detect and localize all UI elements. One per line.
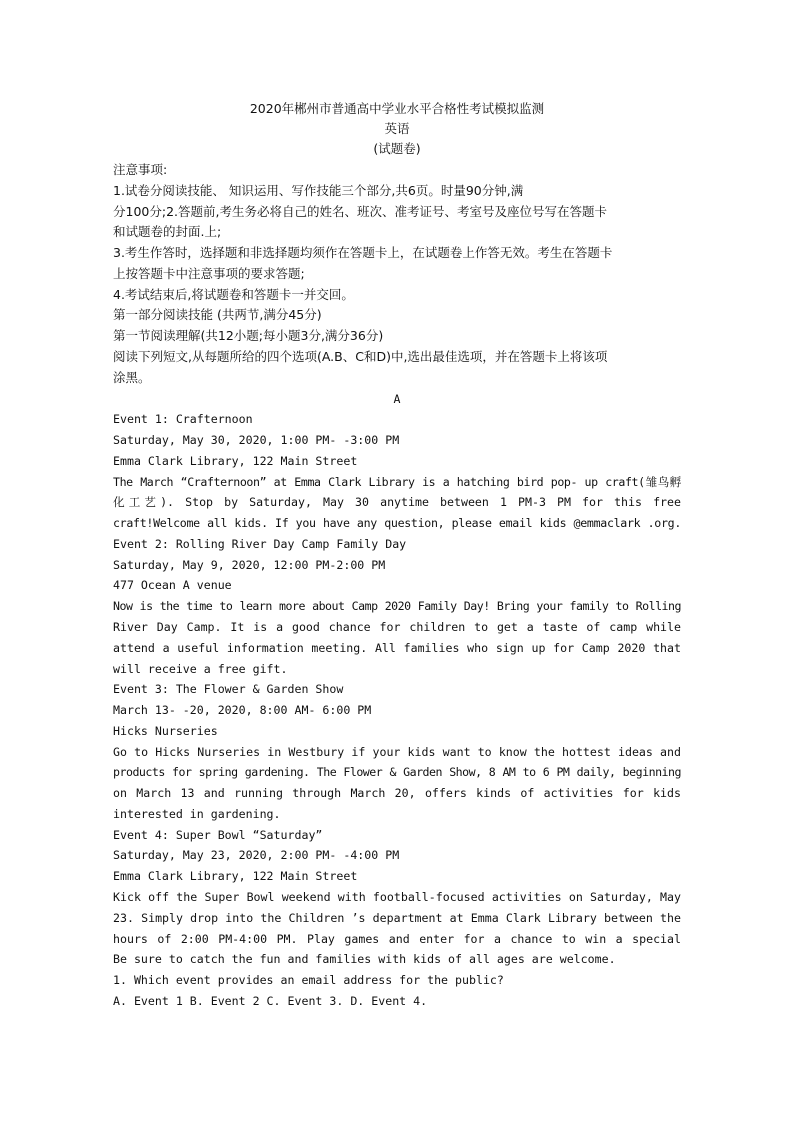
event-title: Event 3: The Flower & Garden Show [113,682,344,696]
instruction-line: 阅读下列短文,从每题所给的四个选项(A.B、C和D)中,选出最佳选项，并在答题卡上将该项 [113,349,608,364]
event-title: Event 4: Super Bowl “Saturday” [113,828,323,842]
instruction-line: 涂黑。 [113,370,151,385]
exam-title: 2020年郴州市普通高中学业水平合格性考试模拟监测 [249,101,545,116]
event-description: Now is the time to learn more about Camp 2020 Family Day! Bring your family to Rolling [113,599,681,613]
notes-line: 4.考试结束后,将试题卷和答题卡一并交回。 [113,287,354,302]
notes-line: 上按答题卡中注意事项的要求答题; [113,266,305,281]
event-location: Emma Clark Library, 122 Main Street [113,869,358,883]
passage-label: A [393,392,401,406]
event-description: craft!Welcome all kids. If you have any question, please email kids @emmaclark .org. [113,516,681,530]
event-description: 化工艺). Stop by Saturday, May 30 anytime between 1 PM-3 PM for this free [113,495,681,509]
exam-subject: 英语 [384,121,410,136]
event-time: Saturday, May 30, 2020, 1:00 PM- -3:00 PM [113,433,400,447]
notes-line: 分100分;2.答题前,考生务必将自己的姓名、班次、准考证号、考室号及座位号写在答题卡 [113,204,607,219]
event-description: River Day Camp. It is a good chance for children to get a taste of camp while [113,620,681,634]
event-time: March 13- -20, 2020, 8:00 AM- 6:00 PM [113,703,372,717]
event-title: Event 1: Crafternoon [113,412,253,426]
event-description: attend a useful information meeting. All families who sign up for Camp 2020 that [113,641,681,655]
event-description: products for spring gardening. The Flower & Garden Show, 8 AM to 6 PM daily, beginning [113,765,681,779]
question-stem: 1. Which event provides an email address for the public? [113,973,504,987]
question-options: A. Event 1 B. Event 2 C. Event 3. D. Event 4. [113,994,428,1008]
notes-line: 和试题卷的封面.上; [113,224,222,239]
event-description: will receive a free gift. [113,662,288,676]
event-time: Saturday, May 9, 2020, 12:00 PM-2:00 PM [113,558,386,572]
event-title: Event 2: Rolling River Day Camp Family Day [113,537,407,551]
event-description: The March “Crafternoon” at Emma Clark Library is a hatching bird pop- up craft(雏鸟孵 [113,475,681,489]
event-description: on March 13 and running through March 20, offers kinds of activities for kids [113,786,681,800]
notes-line: 3.考生作答时，选择题和非选择题均须作在答题卡上，在试题卷上作答无效。考生在答题卡 [113,245,613,260]
event-location: Hicks Nurseries [113,724,218,738]
event-description: Be sure to catch the fun and families with kids of all ages are welcome. [113,952,616,966]
event-description: Kick off the Super Bowl weekend with football-focused activities on Saturday, May [113,890,681,904]
part-title: 第一部分阅读技能 (共两节,满分45分) [113,307,322,322]
event-location: 477 Ocean A venue [113,578,232,592]
paper-type: (试题卷) [373,141,421,156]
event-description: Go to Hicks Nurseries in Westbury if your kids want to know the hottest ideas and [113,745,681,759]
event-description: 23. Simply drop into the Children ’s department at Emma Clark Library between the [113,911,681,925]
notes-heading: 注意事项: [113,162,168,177]
section-title: 第一节阅读理解(共12小题;每小题3分,满分36分) [113,328,384,343]
event-description: hours of 2:00 PM-4:00 PM. Play games and enter for a chance to win a special [113,932,681,946]
notes-line: 1.试卷分阅读技能、 知识运用、写作技能三个部分,共6页。时量90分钟,满 [113,183,524,198]
event-location: Emma Clark Library, 122 Main Street [113,454,358,468]
event-time: Saturday, May 23, 2020, 2:00 PM- -4:00 PM [113,848,400,862]
event-description: interested in gardening. [113,807,281,821]
